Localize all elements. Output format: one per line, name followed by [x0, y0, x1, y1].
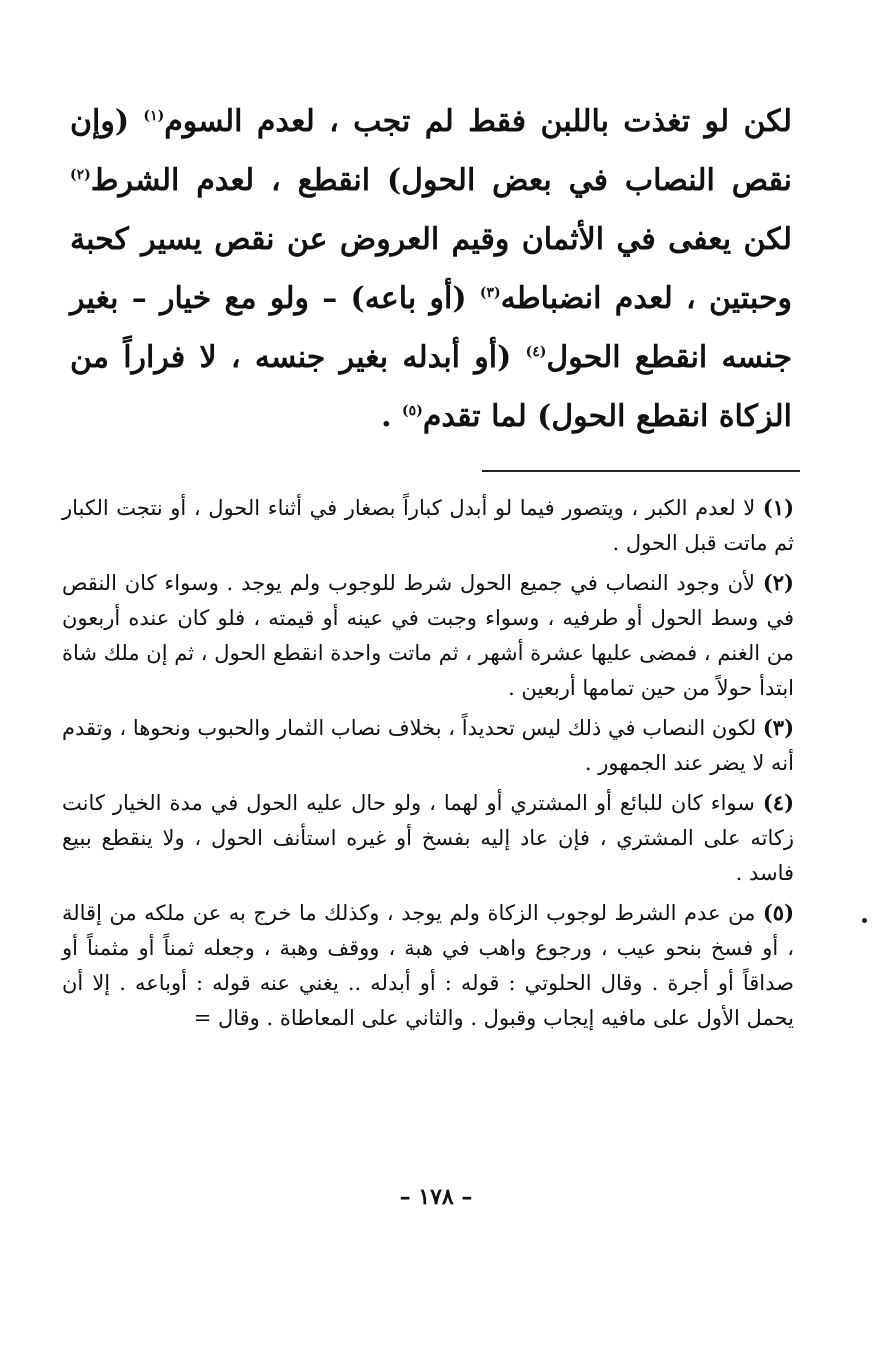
footnote-text: من عدم الشرط لوجوب الزكاة ولم يوجد ، وكذلك ما خرج به عن ملكه من إقالة ، أو فسخ بنحو عيب ، ورجوع واهب في هبة ، ووقف وهبة ، وجعله ثمناً أو مثمناً أو صداقاً أو أجرة . وقال الحلوتي : قوله : أو أبدله .. يغني عنه قوله : أوباعه . إلا أن يحمل الأول على مافيه إيجاب وقبول . والثاني على المعاطاة . وقال =: [62, 901, 794, 1030]
footnote-number: (٢): [762, 570, 794, 595]
main-text-part: (أو أبدله بغير جنسه ، لا فراراً من الزكاة انقطع الحول) لما تقدم: [70, 340, 792, 434]
footnote-text: لا لعدم الكبر ، ويتصور فيما لو أبدل كباراً بصغار في أثناء الحول ، أو نتجت الكبار ثم ماتت قبل الحول .: [62, 496, 794, 555]
footnotes: [62, 490, 794, 1040]
main-text: [70, 92, 792, 446]
footnote-ref[interactable]: (٥): [402, 403, 423, 419]
footnote-text: لأن وجود النصاب في جميع الحول شرط للوجوب ولم يوجد . وسواء كان النقص في وسط الحول أو طرفيه ، وسواء وجبت في عينه أو قيمته ، فلو كان عنده أربعون من الغنم ، فمضى عليها عشرة أشهر ، ثم ماتت واحدة انقطع الحول ، ثم إن ملك شاة ابتدأ حولاً من حين تمامها أربعين .: [62, 571, 794, 700]
footnote-separator: [482, 470, 800, 472]
main-text-part: .: [381, 399, 403, 434]
footnote-number: (١): [762, 495, 794, 520]
footnote-ref[interactable]: (٢): [70, 167, 91, 183]
main-text-part: (أو باعه) – ولو مع خيار – بغير جنسه انقطع الحول: [70, 281, 793, 375]
main-text-part: لكن يعفى في الأثمان وقيم العروض عن نقص يسير كحبة وحبتين ، لعدم انضباطه: [70, 222, 792, 316]
footnote-3: [62, 710, 794, 781]
page-number: – ١٧٨ –: [399, 1184, 473, 1210]
footnote-text: لكون النصاب في ذلك ليس تحديداً ، بخلاف نصاب الثمار والحبوب ونحوها ، وتقدم أنه لا يضر عند الجمهور .: [62, 716, 794, 775]
footnote-number: (٥): [762, 900, 794, 925]
footnote-4: [62, 785, 794, 891]
footnote-ref[interactable]: (٤): [525, 344, 547, 360]
footnote-number: (٣): [762, 715, 794, 740]
footnote-5: [62, 895, 794, 1036]
footnote-2: [62, 565, 794, 706]
footnote-ref[interactable]: (٣): [479, 285, 501, 301]
footnote-text: سواء كان للبائع أو المشتري أو لهما ، ولو حال عليه الحول في مدة الخيار كانت زكاته على المشتري ، فإن عاد إليه بفسخ أو غيره استأنف الحول ، ولا ينقطع ببيع فاسد .: [62, 791, 794, 885]
scan-mark: [862, 918, 867, 923]
main-text-part: (وإن نقص النصاب في بعض الحول) انقطع ، لعدم الشرط: [70, 104, 792, 198]
footnote-ref[interactable]: (١): [143, 108, 165, 124]
footnote-1: [62, 490, 794, 561]
footnote-number: (٤): [762, 790, 794, 815]
main-text-part: لكن لو تغذت باللبن فقط لم تجب ، لعدم السوم: [164, 104, 792, 139]
